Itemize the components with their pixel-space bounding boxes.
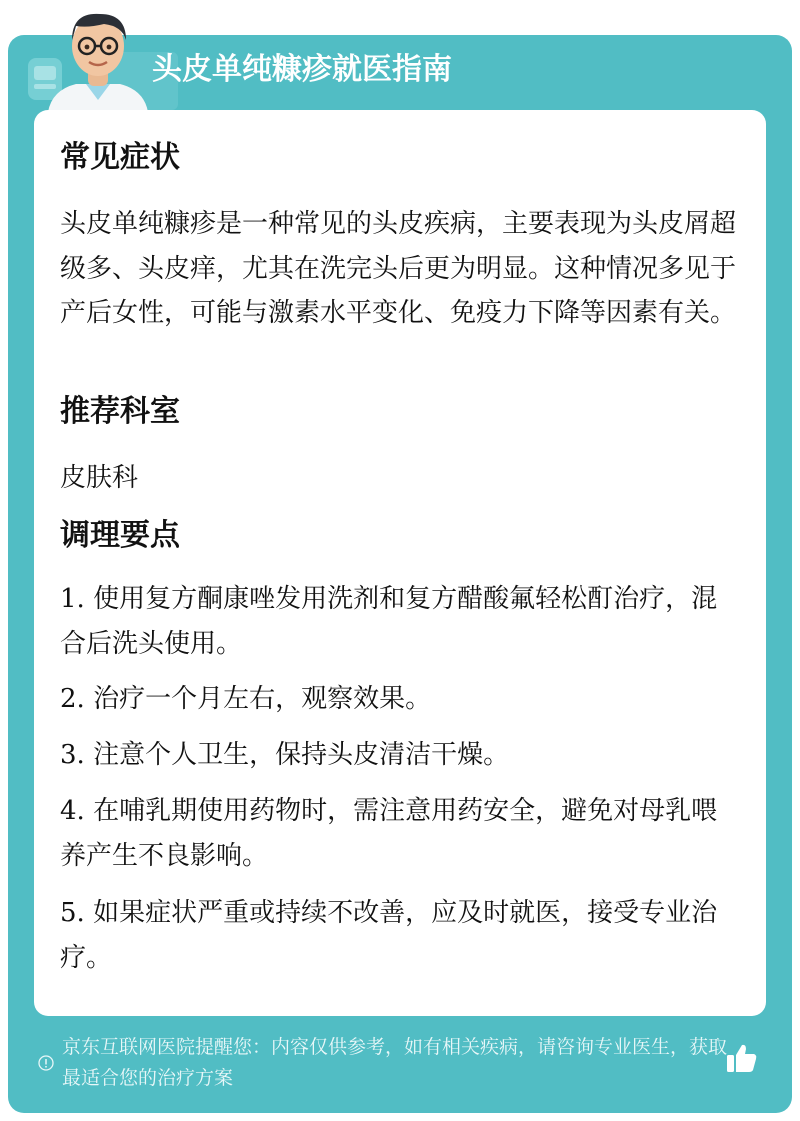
care-item-text: 如果症状严重或持续不改善，应及时就医，接受专业治疗。	[60, 898, 718, 973]
content-panel	[34, 110, 766, 1016]
care-item-text: 在哺乳期使用药物时，需注意用药安全，避免对母乳喂养产生不良影响。	[60, 796, 718, 871]
symptoms-heading: 常见症状	[60, 140, 180, 175]
care-item-text: 注意个人卫生，保持头皮清洁干燥。	[93, 740, 510, 770]
department-text: 皮肤科	[60, 463, 139, 493]
care-item-text: 使用复方酮康唑发用洗剂和复方醋酸氟轻松酊治疗，混合后洗头使用。	[60, 584, 718, 659]
care-item-number: 5.	[60, 898, 85, 928]
care-item-2	[60, 677, 740, 722]
page-title: 头皮单纯糠疹就医指南	[152, 52, 452, 87]
symptoms-text: 头皮单纯糠疹是一种常见的头皮疾病，主要表现为头皮屑超级多、头皮痒，尤其在洗完头后更为明显。这种情况多见于产后女性，可能与激素水平变化、免疫力下降等因素有关。	[60, 209, 737, 328]
department-heading: 推荐科室	[60, 394, 180, 429]
care-item-5	[60, 891, 740, 980]
info-icon	[38, 1055, 54, 1071]
care-item-text: 治疗一个月左右，观察效果。	[93, 684, 432, 714]
care-item-number: 4.	[60, 796, 85, 826]
care-heading: 调理要点	[60, 518, 180, 553]
care-item-3	[60, 733, 740, 778]
care-item-number: 2.	[60, 684, 85, 714]
care-item-4	[60, 789, 740, 878]
thumbs-up-icon[interactable]	[724, 1040, 760, 1076]
care-item-number: 3.	[60, 740, 85, 770]
care-item-number: 1.	[60, 584, 85, 614]
doctor-avatar	[42, 4, 154, 112]
footer-notice: 京东互联网医院提醒您：内容仅供参考，如有相关疾病，请咨询专业医生，获取最适合您的治疗方案	[62, 1036, 728, 1089]
care-item-1	[60, 577, 740, 666]
